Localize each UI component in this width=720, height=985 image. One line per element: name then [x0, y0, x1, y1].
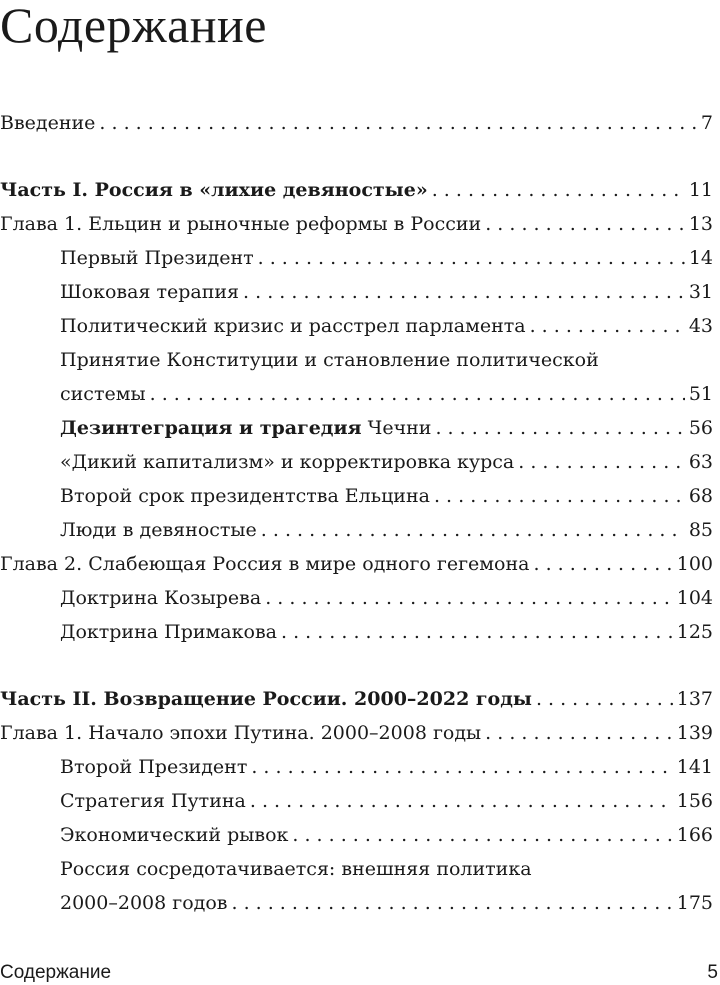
toc-entry-section[interactable] [0, 513, 713, 547]
toc-entry-page: 13 [688, 213, 713, 235]
toc-entry-section[interactable] [0, 581, 713, 615]
footer-section-title: Содержание [0, 961, 112, 983]
toc-entry-label: Введение [0, 112, 96, 134]
toc-entry-page: 14 [688, 247, 713, 269]
toc-entry-page: 125 [676, 621, 713, 643]
toc-entry-chapter-1-1[interactable] [0, 207, 713, 241]
toc-entry-section[interactable] [0, 784, 713, 818]
toc-entry-page: 43 [688, 315, 713, 337]
toc-entry-page: 7 [700, 112, 713, 134]
table-of-contents [0, 106, 713, 920]
toc-entry-label: Доктрина Примакова [60, 621, 277, 643]
toc-entry-page: 56 [688, 417, 713, 439]
toc-entry-page: 68 [688, 485, 713, 507]
toc-entry-label [60, 411, 431, 445]
toc-entry-label: Глава 1. Начало эпохи Путина. 2000–2008 годы [0, 722, 482, 744]
toc-entry-page: 166 [676, 824, 713, 846]
toc-entry-label-line2: 2000–2008 годов [60, 892, 228, 914]
toc-entry-label: «Дикий капитализм» и корректировка курса [60, 451, 515, 473]
toc-entry-page: 139 [676, 722, 713, 744]
leader-dots [434, 479, 685, 513]
toc-entry-label: Глава 2. Слабеющая Россия в мире одного гегемона [0, 553, 530, 575]
toc-entry-label-rest: Чечни [361, 417, 432, 439]
leader-dots [485, 207, 685, 241]
toc-entry-section[interactable] [0, 479, 713, 513]
toc-entry-page: 31 [688, 281, 713, 303]
toc-entry-section[interactable] [0, 241, 713, 275]
page-title: Содержание [0, 0, 267, 53]
toc-entry-section[interactable] [0, 818, 713, 852]
toc-entry-page: 137 [676, 688, 713, 710]
toc-entry-section[interactable] [0, 852, 713, 920]
toc-entry-label: Первый Президент [60, 247, 254, 269]
toc-entry-label: Глава 1. Ельцин и рыночные реформы в России [0, 213, 482, 235]
leader-dots [258, 241, 685, 275]
toc-entry-label: Часть II. Возвращение России. 2000–2022 годы [0, 688, 532, 710]
toc-entry-section[interactable] [0, 275, 713, 309]
toc-entry-label-line1: Россия сосредотачивается: внешняя политика [60, 858, 532, 880]
page-footer [0, 960, 718, 985]
leader-dots [292, 818, 672, 852]
leader-dots [435, 411, 684, 445]
toc-entry-label-bold: Дезинтеграция и трагедия [60, 417, 362, 439]
leader-dots [243, 275, 685, 309]
toc-entry-label-line1: Принятие Конституции и становление политической [60, 349, 599, 371]
footer-page-number: 5 [707, 961, 718, 983]
toc-entry-part-1[interactable] [0, 173, 713, 207]
toc-entry-label: Экономический рывок [60, 824, 289, 846]
leader-dots [261, 513, 685, 547]
leader-dots [265, 581, 673, 615]
toc-entry-label: Стратегия Путина [60, 790, 246, 812]
toc-entry-label: Второй срок президентства Ельцина [60, 485, 430, 507]
toc-entry-page: 51 [688, 383, 713, 405]
toc-entry-section[interactable] [0, 343, 713, 411]
toc-entry-page: 100 [676, 553, 713, 575]
leader-dots [518, 445, 685, 479]
leader-dots [250, 784, 673, 818]
toc-entry-page: 175 [676, 892, 713, 914]
leader-dots [251, 750, 672, 784]
toc-entry-chapter-1-2[interactable] [0, 547, 713, 581]
toc-entry-page: 11 [688, 179, 713, 201]
leader-dots [150, 377, 685, 411]
toc-entry-introduction[interactable] [0, 106, 713, 140]
leader-dots [281, 615, 673, 649]
toc-entry-section[interactable] [0, 445, 713, 479]
toc-entry-label: Часть I. Россия в «лихие девяностые» [0, 179, 428, 201]
leader-dots [530, 309, 685, 343]
toc-entry-label: Второй Президент [60, 756, 248, 778]
toc-entry-page: 156 [676, 790, 713, 812]
toc-entry-label: Доктрина Козырева [60, 587, 262, 609]
leader-dots [534, 547, 673, 581]
leader-dots [536, 682, 673, 716]
toc-entry-page: 63 [688, 451, 713, 473]
leader-dots [485, 716, 673, 750]
toc-entry-section[interactable] [0, 615, 713, 649]
toc-entry-chapter-2-1[interactable] [0, 716, 713, 750]
leader-dots [99, 106, 696, 140]
leader-dots [432, 173, 685, 207]
leader-dots [231, 886, 672, 920]
toc-entry-section[interactable] [0, 411, 713, 445]
toc-entry-section[interactable] [0, 750, 713, 784]
toc-entry-part-2[interactable] [0, 682, 713, 716]
toc-entry-section[interactable] [0, 309, 713, 343]
toc-entry-page: 141 [676, 756, 713, 778]
toc-entry-label: Шоковая терапия [60, 281, 240, 303]
toc-entry-label-line2: системы [60, 383, 146, 405]
toc-entry-label: Люди в девяностые [60, 519, 257, 541]
toc-entry-page: 85 [688, 519, 713, 541]
toc-entry-label: Политический кризис и расстрел парламента [60, 315, 526, 337]
toc-entry-page: 104 [676, 587, 713, 609]
